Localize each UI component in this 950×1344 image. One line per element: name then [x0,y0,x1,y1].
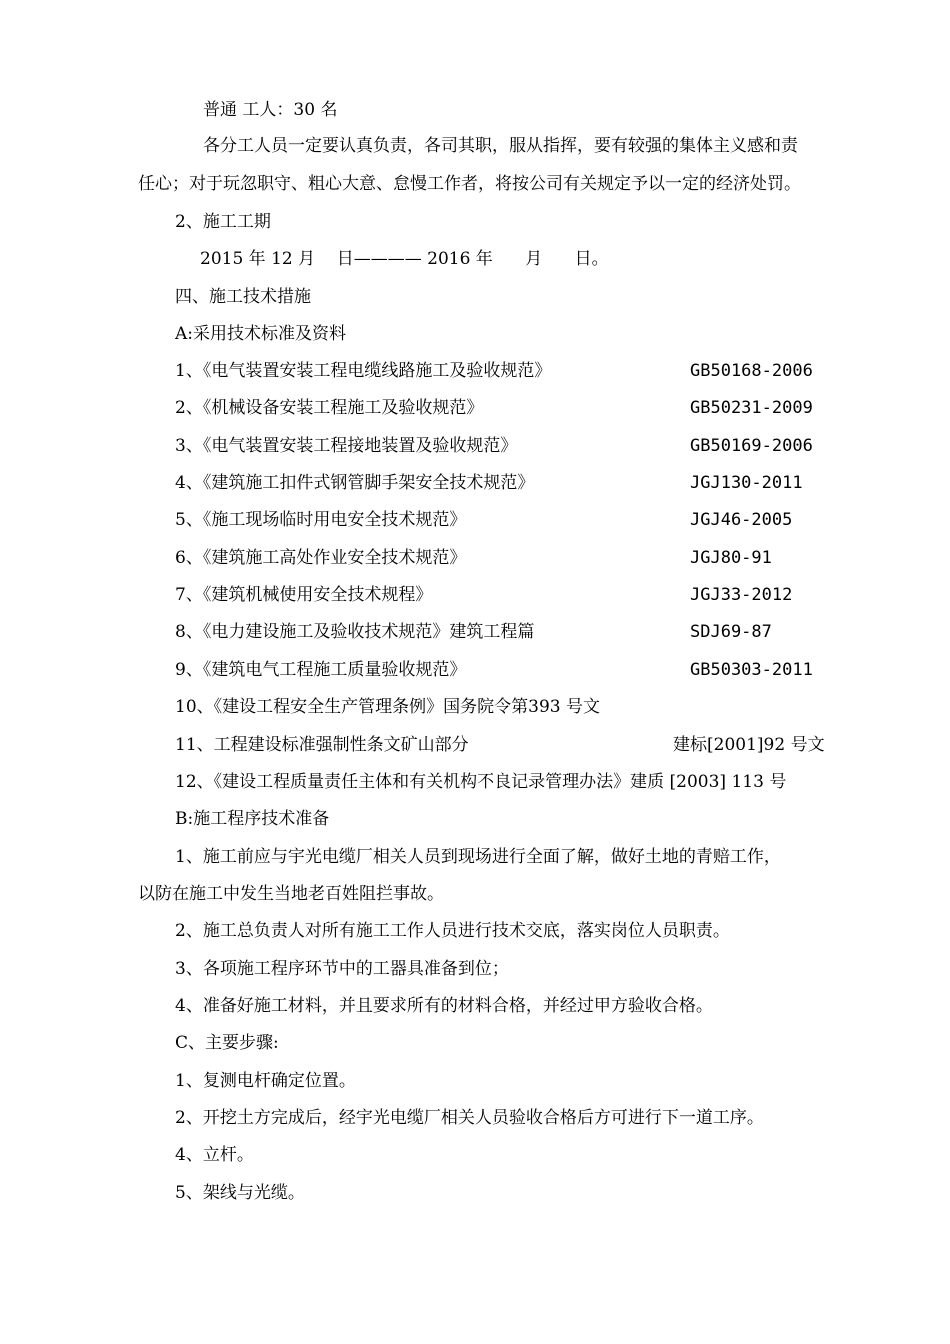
prep-item-1-line1: 1、施工前应与宇光电缆厂相关人员到现场进行全面了解，做好土地的青赔工作， [175,847,781,867]
standard-11-title: 11、工程建设标准强制性条文矿山部分 [175,735,469,755]
step-4: 4、立杆。 [175,1145,254,1165]
standard-title: 4、《建筑施工扣件式钢管脚手架安全技术规范》 [175,473,535,493]
subsection-b-heading: B:施工程序技术准备 [175,809,330,829]
prep-item-2: 2、施工总负责人对所有施工工作人员进行技术交底，落实岗位人员职责。 [175,921,730,941]
standard-code: GB50169-2006 [690,436,813,456]
standard-title: 9、《建筑电气工程施工质量验收规范》 [175,660,467,680]
standard-11-code: 建标[2001]92 号文 [673,735,825,755]
standard-code: JGJ46-2005 [690,510,793,530]
standard-10: 10、《建设工程安全生产管理条例》国务院令第393 号文 [175,697,600,717]
subsection-a-heading: A:采用技术标准及资料 [175,324,347,344]
standard-code: GB50303-2011 [690,660,813,680]
step-5: 5、架线与光缆。 [175,1183,305,1203]
prep-item-3: 3、各项施工程序环节中的工器具准备到位； [175,959,509,979]
standard-code: GB50168-2006 [690,361,813,381]
standard-code: GB50231-2009 [690,398,813,418]
standard-title: 8、《电力建设施工及验收技术规范》建筑工程篇 [175,622,535,642]
standard-title: 7、《建筑机械使用安全技术规程》 [175,585,433,605]
section-heading: 四、施工技术措施 [175,287,311,307]
standard-code: JGJ130-2011 [690,473,803,493]
standard-title: 6、《建筑施工高处作业安全技术规范》 [175,548,467,568]
workers-count: 普通 工人：30 名 [203,100,338,120]
duty-paragraph-line2: 任心；对于玩忽职守、粗心大意、怠慢工作者，将按公司有关规定予以一定的经济处罚。 [138,174,801,194]
standard-12: 12、《建设工程质量责任主体和有关机构不良记录管理办法》建质 [2003] 113 号 [175,772,787,792]
schedule-period: 2015 年 12 月 日———— 2016 年 月 日。 [200,249,609,269]
standard-title: 2、《机械设备安装工程施工及验收规范》 [175,398,484,418]
duty-paragraph-line1: 各分工人员一定要认真负责，各司其职，服从指挥，要有较强的集体主义感和责 [203,136,798,156]
prep-item-1-line2: 以防在施工中发生当地老百姓阻拦事故。 [138,884,444,904]
standard-title: 1、《电气装置安装工程电缆线路施工及验收规范》 [175,361,552,381]
subsection-c-heading: C、主要步骤: [175,1033,279,1053]
prep-item-4: 4、准备好施工材料，并且要求所有的材料合格，并经过甲方验收合格。 [175,996,713,1016]
standard-title: 5、《施工现场临时用电安全技术规范》 [175,510,467,530]
standard-code: SDJ69-87 [690,622,772,642]
step-2: 2、开挖土方完成后，经宇光电缆厂相关人员验收合格后方可进行下一道工序。 [175,1108,764,1128]
schedule-heading: 2、施工工期 [175,212,271,232]
standard-code: JGJ80-91 [690,548,772,568]
standard-code: JGJ33-2012 [690,585,793,605]
standard-title: 3、《电气装置安装工程接地装置及验收规范》 [175,436,518,456]
step-1: 1、复测电杆确定位置。 [175,1071,356,1091]
